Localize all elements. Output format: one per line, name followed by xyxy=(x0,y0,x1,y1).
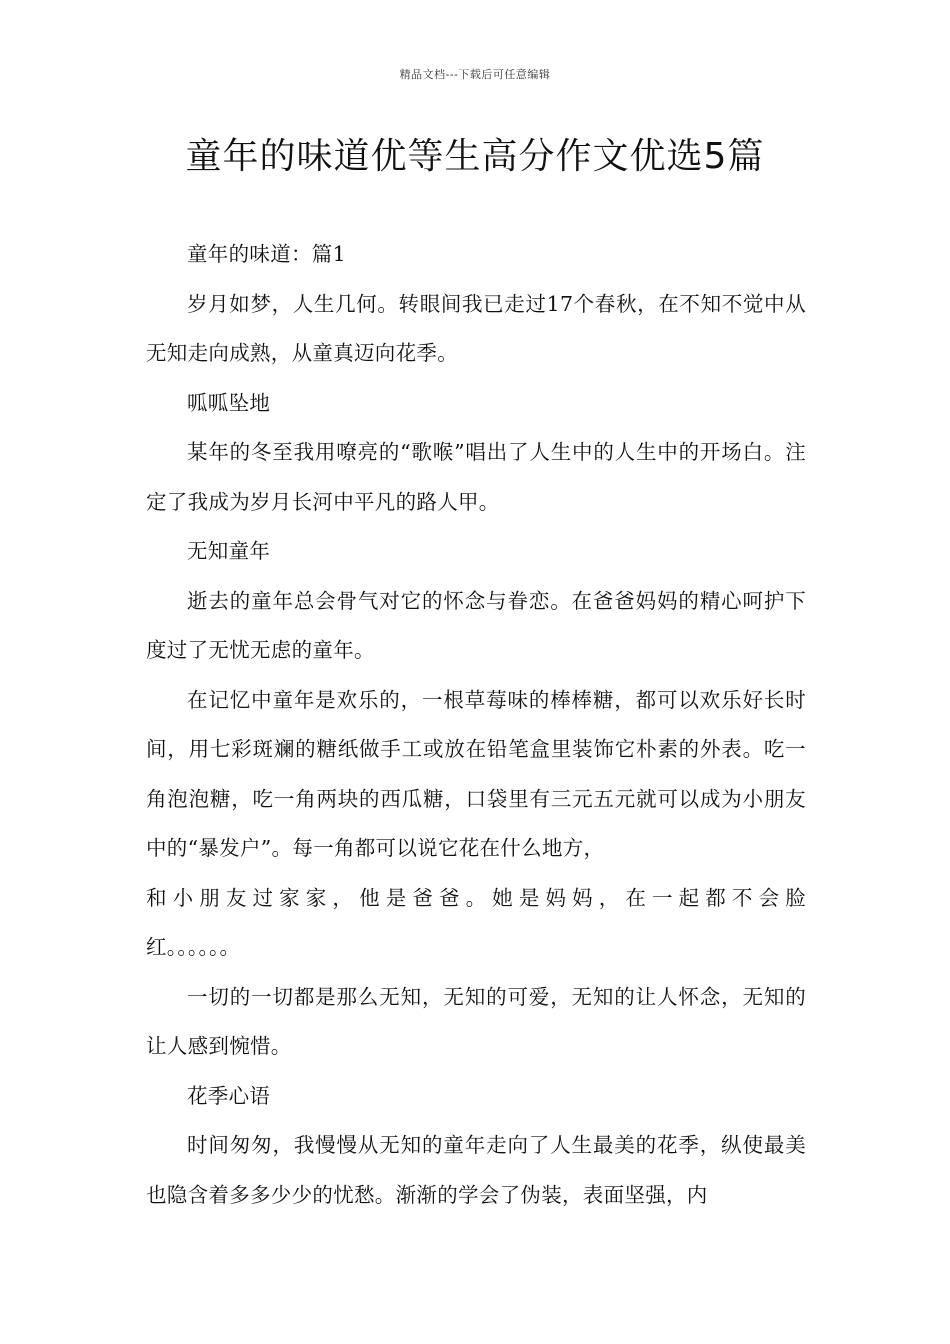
paragraph: 岁月如梦，人生几何。转眼间我已走过17个春秋，在不知不觉中从无知走向成熟，从童真迈向花季。 xyxy=(146,291,806,365)
header-note: 精品文档---下载后可任意编辑 xyxy=(399,68,551,81)
paragraph-continuation: 和小朋友过家家，他是爸爸。她是妈妈，在一起都不会脸 xyxy=(146,885,806,910)
paragraph-subheading: 呱呱坠地 xyxy=(187,390,271,415)
paragraph-subheading: 花季心语 xyxy=(187,1083,271,1108)
paragraph-section-heading: 童年的味道：篇1 xyxy=(187,242,346,266)
paragraph-continuation: 红。。。。。。 xyxy=(146,935,241,959)
paragraph: 一切的一切都是那么无知，无知的可爱，无知的让人怀念，无知的让人感到惋惜。 xyxy=(146,984,806,1058)
document-title: 童年的味道优等生高分作文优选5篇 xyxy=(185,136,765,177)
paragraph: 时间匆匆，我慢慢从无知的童年走向了人生最美的花季，纵使最美也隐含着多多少少的忧愁。渐渐的学会了伪装，表面坚强，内 xyxy=(146,1133,806,1207)
paragraph-subheading: 无知童年 xyxy=(187,539,271,563)
paragraph: 在记忆中童年是欢乐的，一根草莓味的棒棒糖，都可以欢乐好长时间，用七彩斑斓的糖纸做手工或放在铅笔盒里装饰它朴素的外表。吃一角泡泡糖，吃一角两块的西瓜糖，口袋里有三元五元就可以成为小朋友中的“暴发户”。每一角都可以说它花在什么地方， xyxy=(146,687,806,860)
paragraph: 某年的冬至我用嘹亮的“歌喉”唱出了人生中的人生中的开场白。注定了我成为岁月长河中平凡的路人甲。 xyxy=(146,440,806,514)
document-body xyxy=(146,230,806,1220)
paragraph: 逝去的童年总会骨气对它的怀念与眷恋。在爸爸妈妈的精心呵护下度过了无忧无虑的童年。 xyxy=(146,588,806,662)
